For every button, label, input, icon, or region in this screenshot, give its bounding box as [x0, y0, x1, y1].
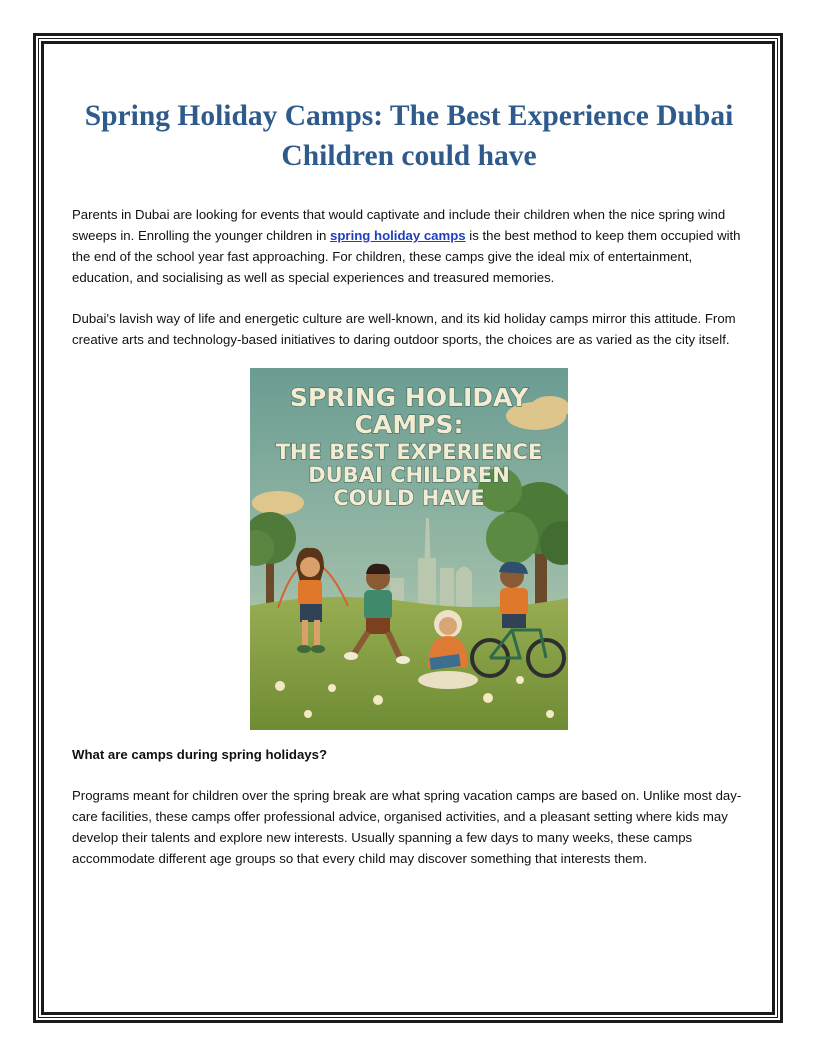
- poster-line-5: COULD HAVE: [333, 486, 485, 510]
- poster-line-3: THE BEST EXPERIENCE: [275, 440, 543, 464]
- intro-text-end: is the best method to keep them occupied with the end of the school year fast approaching. For children, these camps give the ideal mix of entertainment, education, and socialising as well as special experiences and treasured memories.: [72, 228, 741, 285]
- section-heading: What are camps during spring holidays?: [72, 747, 327, 762]
- poster-svg: [250, 368, 568, 730]
- camps-definition-paragraph: Programs meant for children over the spring break are what spring vacation camps are based on. Unlike most day-care facilities, these camps offer professional advice, organised activities, and a pleasant setting where kids may develop their talents and explore new interests. Usually spanning a few days to many weeks, these camps accommodate different age groups so that every child may discover something that interests them.: [72, 788, 742, 866]
- document-body: [72, 96, 746, 889]
- poster-line-4: DUBAI CHILDREN: [308, 463, 510, 487]
- poster-illustration: [250, 368, 568, 730]
- dubai-paragraph: Dubai's lavish way of life and energetic culture are well-known, and its kid holiday camps mirror this attitude. From creative arts and technology-based initiatives to daring outdoor sports, the choices are as varied as the city itself.: [72, 311, 736, 347]
- document-title: Spring Holiday Camps: The Best Experience Dubai Children could have: [84, 100, 734, 172]
- intro-text-start: Parents in Dubai are looking for events that would captivate and include their children when the nice spring wind sweeps in. Enrolling the younger children in: [72, 207, 726, 243]
- poster-line-2: CAMPS:: [354, 410, 464, 439]
- spring-holiday-camps-link[interactable]: spring holiday camps: [330, 228, 466, 243]
- intro-paragraph: [72, 204, 746, 288]
- poster-line-1: SPRING HOLIDAY: [289, 383, 529, 412]
